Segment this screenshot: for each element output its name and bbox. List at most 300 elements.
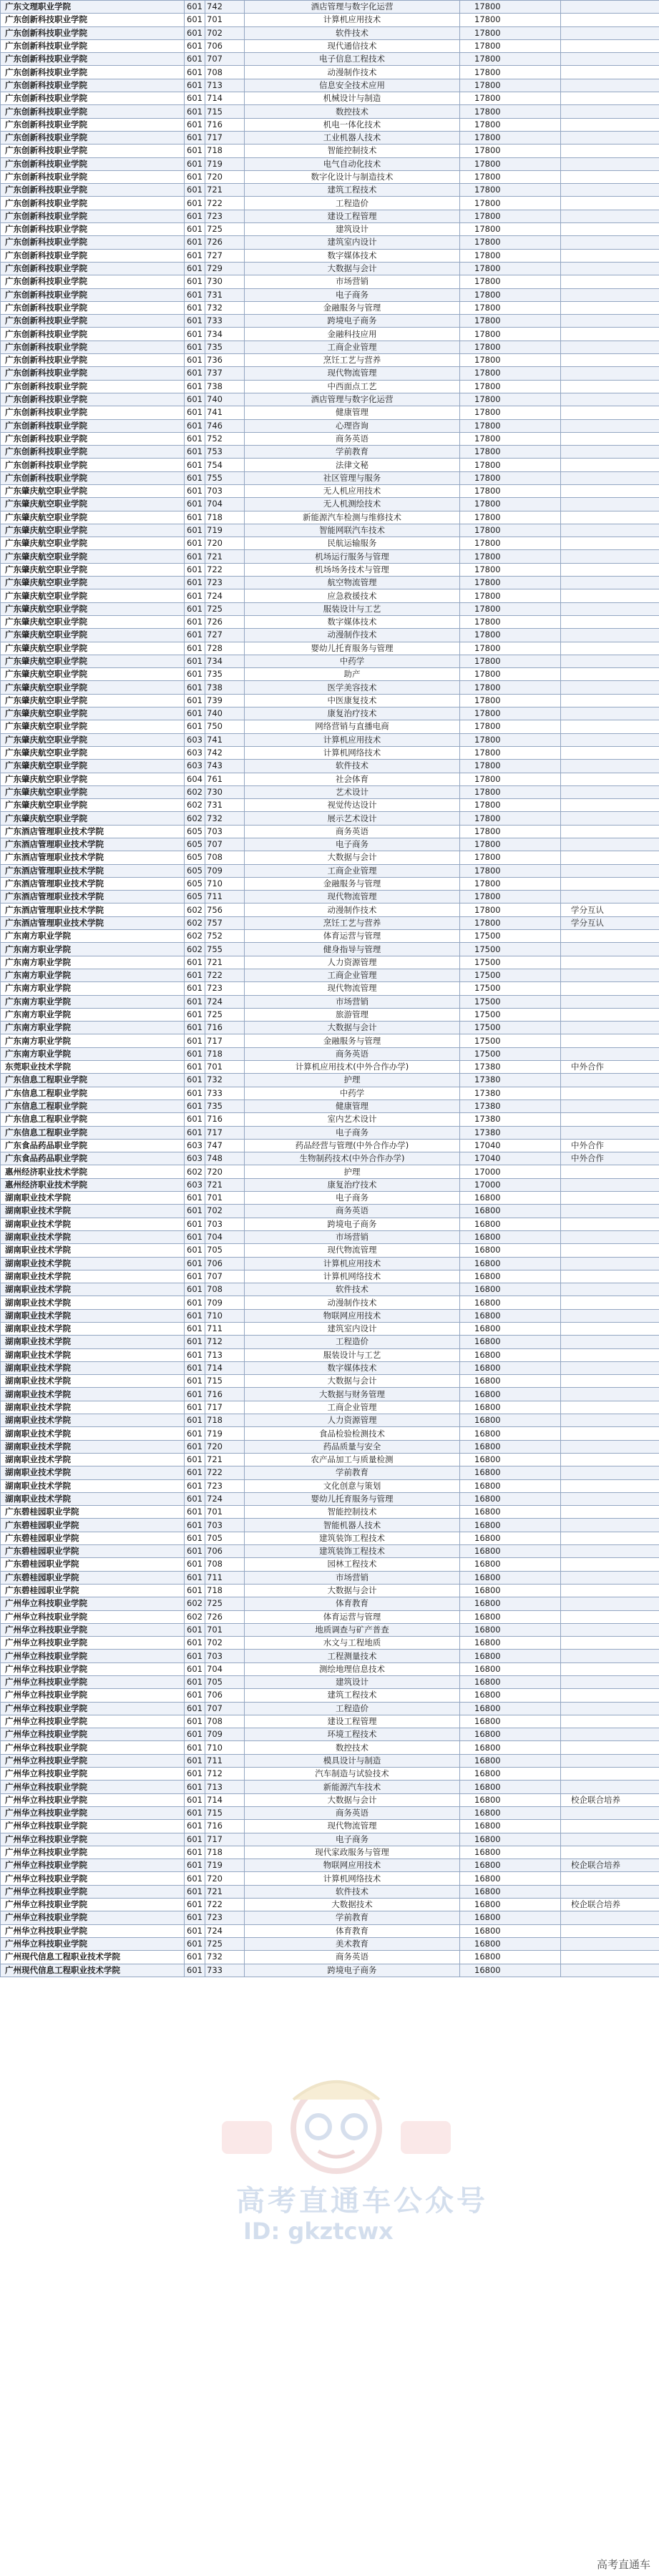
major-code: 753 (205, 446, 245, 459)
group-code: 601 (185, 602, 205, 615)
major-code: 708 (205, 1715, 245, 1728)
major-code: 725 (205, 223, 245, 236)
major-name: 现代物流管理 (245, 891, 460, 903)
school-name: 广东酒店管理职业技术学院 (1, 838, 185, 851)
major-code: 746 (205, 419, 245, 432)
remark (561, 694, 659, 707)
school-name: 广州华立科技职业学院 (1, 1924, 185, 1937)
remark (561, 1833, 659, 1846)
tuition: 16800 (460, 1610, 561, 1623)
tuition: 17800 (460, 170, 561, 183)
major-name: 护理 (245, 1074, 460, 1087)
school-name: 广州华立科技职业学院 (1, 1715, 185, 1728)
school-name: 湖南职业技术学院 (1, 1296, 185, 1309)
table-row (1, 1270, 659, 1283)
major-name: 智能机器人技术 (245, 1519, 460, 1532)
group-code: 601 (185, 79, 205, 92)
group-code: 601 (185, 210, 205, 222)
table-row (1, 1087, 659, 1100)
group-code: 601 (185, 1833, 205, 1846)
school-name: 湖南职业技术学院 (1, 1230, 185, 1243)
major-code: 719 (205, 1427, 245, 1440)
major-name: 现代物流管理 (245, 367, 460, 380)
table-row (1, 170, 659, 183)
tuition: 16800 (460, 1375, 561, 1388)
tuition: 17500 (460, 956, 561, 969)
school-name: 广东创新科技职业学院 (1, 118, 185, 131)
group-code: 603 (185, 1152, 205, 1165)
remark (561, 1336, 659, 1348)
major-code: 720 (205, 1165, 245, 1178)
group-code: 602 (185, 1165, 205, 1178)
group-code: 601 (185, 1022, 205, 1034)
school-name: 广东酒店管理职业技术学院 (1, 877, 185, 890)
tuition: 16800 (460, 1244, 561, 1257)
tuition: 16800 (460, 1558, 561, 1571)
remark (561, 1218, 659, 1230)
table-row (1, 982, 659, 995)
table-row (1, 419, 659, 432)
tuition: 17800 (460, 419, 561, 432)
school-name: 广州华立科技职业学院 (1, 1885, 185, 1898)
tuition: 17800 (460, 105, 561, 118)
tuition: 16800 (460, 1230, 561, 1243)
group-code: 602 (185, 903, 205, 916)
major-name: 市场营销 (245, 1571, 460, 1584)
school-name: 广东创新科技职业学院 (1, 367, 185, 380)
major-code: 709 (205, 1728, 245, 1741)
major-name: 生物制药技术(中外合作办学) (245, 1152, 460, 1165)
table-row (1, 262, 659, 275)
tuition: 16800 (460, 1650, 561, 1662)
school-name: 广东肇庆航空职业学院 (1, 668, 185, 681)
major-code: 710 (205, 1741, 245, 1754)
tuition: 16800 (460, 1545, 561, 1558)
major-name: 金融科技应用 (245, 328, 460, 341)
school-name: 广州华立科技职业学院 (1, 1597, 185, 1610)
major-name: 社会体育 (245, 773, 460, 785)
tuition: 16800 (460, 1296, 561, 1309)
table-row (1, 1662, 659, 1675)
group-code: 601 (185, 1623, 205, 1636)
table-row (1, 1414, 659, 1427)
group-code: 605 (185, 864, 205, 877)
major-name: 建筑工程技术 (245, 184, 460, 197)
major-name: 动漫制作技术 (245, 1296, 460, 1309)
major-code: 713 (205, 1781, 245, 1793)
table-row (1, 393, 659, 406)
remark (561, 1453, 659, 1466)
major-code: 703 (205, 1218, 245, 1230)
table-row (1, 1283, 659, 1296)
table-row (1, 563, 659, 576)
school-name: 广东碧桂园职业学院 (1, 1558, 185, 1571)
major-name: 无人机测绘技术 (245, 498, 460, 511)
school-name: 东莞职业技术学院 (1, 1061, 185, 1074)
table-row (1, 367, 659, 380)
group-code: 601 (185, 511, 205, 524)
group-code: 601 (185, 681, 205, 694)
school-name: 广州华立科技职业学院 (1, 1899, 185, 1911)
table-row (1, 26, 659, 39)
table-row (1, 92, 659, 105)
major-name: 金融服务与管理 (245, 301, 460, 314)
school-name: 湖南职业技术学院 (1, 1309, 185, 1322)
school-name: 广州华立科技职业学院 (1, 1662, 185, 1675)
school-name: 广州华立科技职业学院 (1, 1676, 185, 1689)
remark (561, 537, 659, 550)
major-name: 机电一体化技术 (245, 118, 460, 131)
table-row (1, 1506, 659, 1519)
major-code: 720 (205, 170, 245, 183)
table-row (1, 930, 659, 943)
tuition: 17800 (460, 26, 561, 39)
group-code: 601 (185, 1558, 205, 1571)
tuition: 16800 (460, 1571, 561, 1584)
school-name: 广东碧桂园职业学院 (1, 1506, 185, 1519)
group-code: 601 (185, 537, 205, 550)
tuition: 17800 (460, 393, 561, 406)
tuition: 17800 (460, 1, 561, 14)
table-row (1, 249, 659, 262)
school-name: 广东肇庆航空职业学院 (1, 511, 185, 524)
group-code: 601 (185, 53, 205, 66)
school-name: 广东酒店管理职业技术学院 (1, 864, 185, 877)
group-code: 601 (185, 1846, 205, 1858)
major-name: 药品质量与安全 (245, 1440, 460, 1453)
group-code: 605 (185, 825, 205, 838)
school-name: 广东创新科技职业学院 (1, 288, 185, 301)
school-name: 湖南职业技术学院 (1, 1453, 185, 1466)
group-code: 601 (185, 1034, 205, 1047)
major-code: 755 (205, 943, 245, 956)
table-row (1, 838, 659, 851)
table-row (1, 642, 659, 655)
group-code: 601 (185, 1676, 205, 1689)
table-row (1, 956, 659, 969)
major-name: 模具设计与制造 (245, 1754, 460, 1767)
major-code: 712 (205, 1768, 245, 1781)
group-code: 601 (185, 484, 205, 497)
major-code: 726 (205, 615, 245, 628)
school-name: 湖南职业技术学院 (1, 1283, 185, 1296)
group-code: 601 (185, 1571, 205, 1584)
major-name: 民航运输服务 (245, 537, 460, 550)
major-name: 中西面点工艺 (245, 380, 460, 393)
school-name: 湖南职业技术学院 (1, 1336, 185, 1348)
remark (561, 1322, 659, 1335)
major-name: 新能源汽车检测与维修技术 (245, 511, 460, 524)
table-row (1, 799, 659, 812)
remark (561, 1519, 659, 1532)
major-code: 732 (205, 812, 245, 825)
remark (561, 223, 659, 236)
major-name: 建筑装饰工程技术 (245, 1532, 460, 1544)
school-name: 广州华立科技职业学院 (1, 1623, 185, 1636)
remark (561, 577, 659, 589)
remark (561, 511, 659, 524)
table-row (1, 524, 659, 537)
school-name: 广东信息工程职业学院 (1, 1126, 185, 1139)
major-code: 715 (205, 1375, 245, 1388)
major-name: 现代物流管理 (245, 1820, 460, 1833)
major-code: 708 (205, 851, 245, 864)
group-code: 601 (185, 1087, 205, 1100)
group-code: 601 (185, 1375, 205, 1388)
remark (561, 1087, 659, 1100)
table-row (1, 446, 659, 459)
table-row (1, 39, 659, 52)
major-code: 718 (205, 1047, 245, 1060)
school-name: 广东肇庆航空职业学院 (1, 720, 185, 733)
table-row (1, 1257, 659, 1270)
major-code: 722 (205, 563, 245, 576)
table-row (1, 1322, 659, 1335)
school-name: 广东创新科技职业学院 (1, 197, 185, 210)
remark (561, 328, 659, 341)
major-name: 商务英语 (245, 825, 460, 838)
school-name: 湖南职业技术学院 (1, 1427, 185, 1440)
table-row (1, 1375, 659, 1388)
major-name: 建设工程管理 (245, 1715, 460, 1728)
major-name: 体育运营与管理 (245, 1610, 460, 1623)
school-name: 广东碧桂园职业学院 (1, 1584, 185, 1597)
tuition: 17800 (460, 537, 561, 550)
remark (561, 1558, 659, 1571)
group-code: 601 (185, 131, 205, 144)
table-row (1, 733, 659, 746)
school-name: 广东南方职业学院 (1, 1047, 185, 1060)
school-name: 湖南职业技术学院 (1, 1479, 185, 1492)
school-name: 广东创新科技职业学院 (1, 79, 185, 92)
remark (561, 92, 659, 105)
table-row (1, 197, 659, 210)
tuition: 17800 (460, 380, 561, 393)
group-code: 601 (185, 1781, 205, 1793)
remark (561, 26, 659, 39)
table-row (1, 1951, 659, 1964)
major-name: 酒店管理与数字化运营 (245, 1, 460, 14)
remark (561, 707, 659, 720)
remark (561, 524, 659, 537)
group-code: 601 (185, 26, 205, 39)
school-name: 广东创新科技职业学院 (1, 131, 185, 144)
tuition: 17800 (460, 825, 561, 838)
remark (561, 668, 659, 681)
major-name: 计算机应用技术 (245, 14, 460, 26)
tuition: 17800 (460, 589, 561, 602)
school-name: 湖南职业技术学院 (1, 1361, 185, 1374)
group-code: 601 (185, 459, 205, 471)
major-name: 数字媒体技术 (245, 249, 460, 262)
major-code: 730 (205, 785, 245, 798)
remark (561, 367, 659, 380)
major-code: 714 (205, 92, 245, 105)
tuition: 17000 (460, 1165, 561, 1178)
major-name: 中医康复技术 (245, 694, 460, 707)
major-name: 建筑设计 (245, 223, 460, 236)
tuition: 16800 (460, 1859, 561, 1872)
major-code: 711 (205, 1571, 245, 1584)
school-name: 广东肇庆航空职业学院 (1, 537, 185, 550)
major-code: 722 (205, 969, 245, 981)
tuition: 17800 (460, 210, 561, 222)
tuition: 16800 (460, 1519, 561, 1532)
major-code: 742 (205, 746, 245, 759)
major-name: 动漫制作技术 (245, 903, 460, 916)
table-row (1, 511, 659, 524)
school-name: 广东肇庆航空职业学院 (1, 707, 185, 720)
table-row (1, 315, 659, 328)
remark (561, 1479, 659, 1492)
group-code: 601 (185, 92, 205, 105)
tuition: 17800 (460, 655, 561, 667)
school-name: 广东创新科技职业学院 (1, 236, 185, 249)
major-name: 计算机网络技术 (245, 746, 460, 759)
remark (561, 1348, 659, 1361)
school-name: 湖南职业技术学院 (1, 1348, 185, 1361)
major-name: 现代家政服务与管理 (245, 1846, 460, 1858)
table-row (1, 812, 659, 825)
school-name: 广东南方职业学院 (1, 969, 185, 981)
remark (561, 262, 659, 275)
group-code: 602 (185, 785, 205, 798)
school-name: 湖南职业技术学院 (1, 1218, 185, 1230)
tuition: 16800 (460, 1257, 561, 1270)
table-row (1, 432, 659, 445)
major-name: 商务英语 (245, 1047, 460, 1060)
remark (561, 79, 659, 92)
group-code: 601 (185, 995, 205, 1008)
school-name: 广东创新科技职业学院 (1, 328, 185, 341)
table-row (1, 1715, 659, 1728)
tuition: 16800 (460, 1964, 561, 1977)
group-code: 601 (185, 563, 205, 576)
major-code: 737 (205, 367, 245, 380)
table-row (1, 1519, 659, 1532)
school-name: 广东碧桂园职业学院 (1, 1532, 185, 1544)
major-name: 学前教育 (245, 446, 460, 459)
major-code: 705 (205, 1676, 245, 1689)
major-name: 电子商务 (245, 288, 460, 301)
table-row (1, 236, 659, 249)
school-name: 广州现代信息工程职业技术学院 (1, 1951, 185, 1964)
table-row (1, 1964, 659, 1977)
tuition: 16800 (460, 1885, 561, 1898)
group-code: 601 (185, 1414, 205, 1427)
school-name: 广东创新科技职业学院 (1, 53, 185, 66)
table-row (1, 1388, 659, 1401)
remark (561, 1, 659, 14)
table-row (1, 288, 659, 301)
table-row (1, 746, 659, 759)
remark (561, 354, 659, 367)
tuition: 16800 (460, 1401, 561, 1414)
table-row (1, 1152, 659, 1165)
major-name: 智能控制技术 (245, 145, 460, 157)
tuition: 17380 (460, 1113, 561, 1126)
group-code: 602 (185, 799, 205, 812)
major-name: 应急救援技术 (245, 589, 460, 602)
tuition: 17800 (460, 550, 561, 563)
group-code: 601 (185, 1872, 205, 1885)
remark (561, 1741, 659, 1754)
school-name: 广东食品药品职业学院 (1, 1152, 185, 1165)
group-code: 602 (185, 943, 205, 956)
school-name: 广东肇庆航空职业学院 (1, 799, 185, 812)
group-code: 601 (185, 39, 205, 52)
remark (561, 655, 659, 667)
major-code: 717 (205, 1034, 245, 1047)
remark (561, 170, 659, 183)
group-code: 601 (185, 1545, 205, 1558)
major-name: 建筑装饰工程技术 (245, 1545, 460, 1558)
major-name: 药品经营与管理(中外合作办学) (245, 1139, 460, 1152)
table-row (1, 1872, 659, 1885)
group-code: 601 (185, 419, 205, 432)
table-row (1, 1597, 659, 1610)
major-name: 护理 (245, 1165, 460, 1178)
major-code: 731 (205, 288, 245, 301)
table-row (1, 301, 659, 314)
school-name: 广东创新科技职业学院 (1, 446, 185, 459)
remark (561, 1165, 659, 1178)
major-code: 716 (205, 1820, 245, 1833)
remark (561, 1676, 659, 1689)
tuition: 17800 (460, 14, 561, 26)
table-row (1, 157, 659, 170)
table-row (1, 655, 659, 667)
tuition: 16800 (460, 1872, 561, 1885)
major-code: 705 (205, 1532, 245, 1544)
school-name: 广州华立科技职业学院 (1, 1702, 185, 1715)
major-code: 714 (205, 1793, 245, 1806)
table-row (1, 1911, 659, 1924)
group-code: 601 (185, 288, 205, 301)
school-name: 广东创新科技职业学院 (1, 315, 185, 328)
school-name: 广东肇庆航空职业学院 (1, 642, 185, 655)
group-code: 601 (185, 1440, 205, 1453)
table-row (1, 1650, 659, 1662)
major-name: 康复治疗技术 (245, 1178, 460, 1191)
school-name: 湖南职业技术学院 (1, 1205, 185, 1218)
group-code: 604 (185, 773, 205, 785)
school-name: 广东肇庆航空职业学院 (1, 812, 185, 825)
major-name: 航空物流管理 (245, 577, 460, 589)
major-code: 752 (205, 432, 245, 445)
major-code: 722 (205, 197, 245, 210)
tuition: 17800 (460, 39, 561, 52)
tuition: 17800 (460, 459, 561, 471)
table-row (1, 498, 659, 511)
tuition: 17380 (460, 1087, 561, 1100)
remark (561, 275, 659, 288)
remark (561, 471, 659, 484)
major-name: 计算机网络技术 (245, 1872, 460, 1885)
remark (561, 785, 659, 798)
major-name: 现代物流管理 (245, 982, 460, 995)
tuition: 16800 (460, 1270, 561, 1283)
group-code: 601 (185, 197, 205, 210)
major-code: 703 (205, 1650, 245, 1662)
remark (561, 1074, 659, 1087)
school-name: 广东创新科技职业学院 (1, 92, 185, 105)
group-code: 605 (185, 838, 205, 851)
remark (561, 1728, 659, 1741)
tuition: 17800 (460, 785, 561, 798)
remark (561, 39, 659, 52)
major-name: 艺术设计 (245, 785, 460, 798)
